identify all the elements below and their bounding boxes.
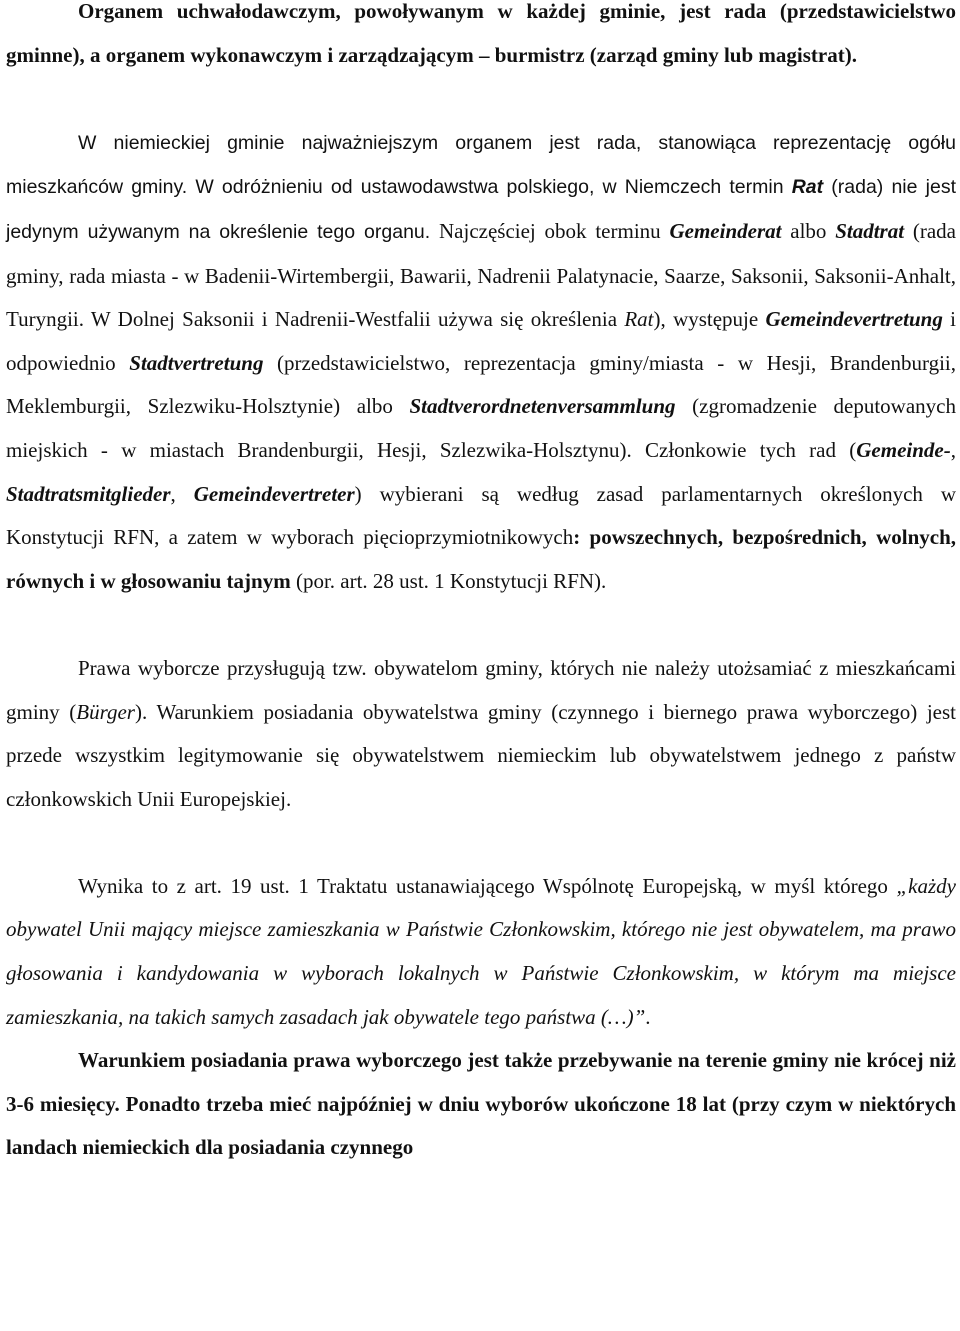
- paragraph-residence-text: Warunkiem posiadania prawa wyborczego jest także przebywanie na terenie gminy nie krócej niż 3-6 miesięcy. Ponadto trzeba mieć najpóźniej w dniu wyborów ukończone 18 lat (przy czym w niektórych landach niemieckich dla posiadania czynnego: [6, 1048, 956, 1160]
- sentence-text: W niemieckiej gminie najważniejszym organem jest rada, stanowiąca reprezentację ogółu mieszkańców gminy. W odróżnieniu od ustawodawstwa polskiego, w Niemczech termin: [6, 131, 956, 199]
- paragraph-voting-rights: [6, 647, 956, 821]
- paragraph-gap: [6, 603, 956, 647]
- term-stadtvertretung: Stadtvertretung: [129, 350, 264, 375]
- election-principles: : powszechnych, bezpośrednich, wolnych, równych i w głosowaniu tajnym: [6, 525, 957, 593]
- term-rat: Rat: [791, 176, 824, 199]
- sentence-text: ). Warunkiem posiadania obywatelstwa gminy (czynnego i biernego prawa wyborczego) jest przede wszystkim legitymowanie się obywatelstwem niemieckim lub obywatelstwem jednego z państw członkowskich Unii Europejskiej.: [6, 699, 956, 811]
- sentence-text: (przedstawicielstwo, reprezentacja gminy/miasta - w Hesji, Brandenburgii, Meklemburgii, Szlezwiku-Holsztynie) albo: [6, 350, 956, 419]
- sentence-text: Wynika to z art. 19 ust. 1 Traktatu ustanawiającego Wspólnotę Europejską, w myśl którego: [78, 873, 897, 898]
- document-page: [6, 0, 956, 1170]
- sentence-text: ,: [950, 437, 956, 462]
- sentence-text: ,: [170, 481, 194, 506]
- sentence-text: .: [645, 1004, 651, 1029]
- sentence-text: ) wybierani są według zasad parlamentarnych określonych w Konstytucji RFN, a zatem w wyborach pięcioprzymiotnikowych: [6, 481, 957, 550]
- sentence-text: (zgromadzenie deputowanych miejskich - w miastach Brandenburgii, Hesji, Szlezwika-Holsztynu). Członkowie tych rad (: [6, 394, 956, 462]
- sentence-text: ), występuje: [653, 307, 766, 332]
- treaty-quote: „każdy obywatel Unii mający miejsce zamieszkania w Państwie Członkowskim, którego nie jest obywatelem, ma prawo głosowania i kandydowania w wyborach lokalnych w Państwie Członkowskim, w którym ma miejsce zamieszkania, na takich samych zasadach jak obywatele tego państwa (…)”: [6, 873, 956, 1029]
- term-stadtverordnetenversammlung: Stadtverordnetenversammlung: [409, 394, 676, 419]
- sentence-text: i odpowiednio: [6, 307, 956, 375]
- term-rat-2: Rat: [624, 307, 654, 332]
- paragraph-treaty: [6, 865, 956, 1039]
- term-gemeinde: Gemeinde-: [856, 437, 951, 462]
- paragraph-council-terms: [6, 121, 956, 604]
- sentence-text: (rada gminy, rada miasta - w Badenii-Wirtembergii, Bawarii, Nadrenii Palatynacie, Saarze, Saksonii, Saksonii-Anhalt, Turyngii. W Dolnej Saksonii i Nadrenii-Westfalii używa się określenia: [6, 218, 956, 332]
- term-gemeinderat: Gemeinderat: [669, 218, 782, 243]
- sentence-text: Najczęściej obok terminu: [430, 218, 670, 243]
- term-burger: Bürger: [76, 699, 135, 724]
- sentence-text: (rada) nie jest jedynym używanym na określenie tego organu.: [6, 176, 956, 243]
- term-stadtrat: Stadtrat: [835, 218, 905, 243]
- sentence-text: (por. art. 28 ust. 1 Konstytucji RFN).: [290, 568, 607, 593]
- sentence-text: albo: [781, 218, 836, 243]
- term-gemeindevertreter: Gemeindevertreter: [193, 481, 355, 506]
- paragraph-residence: [6, 1039, 956, 1170]
- paragraph-gap: [6, 77, 956, 121]
- paragraph-organs-text: Organem uchwałodawczym, powoływanym w każdej gminie, jest rada (przedstawicielstwo gminne), a organem wykonawczym i zarządzającym – burmistrz (zarząd gminy lub magistrat).: [6, 0, 956, 67]
- paragraph-gap: [6, 821, 956, 865]
- term-stadtratsmitglieder: Stadtratsmitglieder: [6, 481, 171, 506]
- paragraph-organs: [6, 0, 956, 77]
- sentence-text: Prawa wyborcze przysługują tzw. obywatelom gminy, których nie należy utożsamiać z mieszkańcami gminy (: [6, 655, 956, 724]
- term-gemeindevertretung: Gemeindevertretung: [765, 307, 943, 332]
